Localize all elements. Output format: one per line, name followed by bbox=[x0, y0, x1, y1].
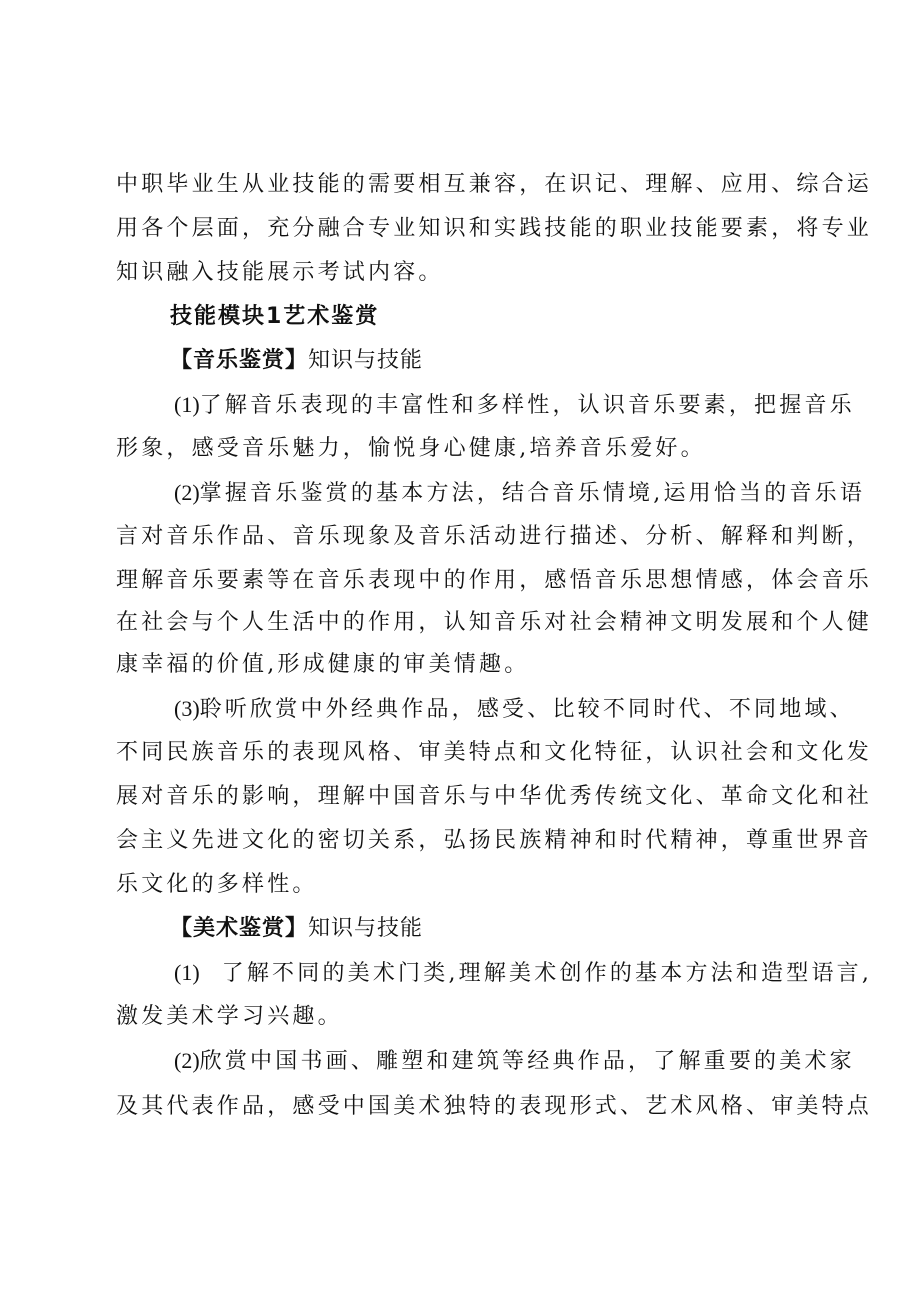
art-item-1-text: 了解不同的美术门类,理解美术创作的基本方法和造型语言, bbox=[221, 961, 873, 986]
music-item-2-line-2: 言对音乐作品、音乐现象及音乐活动进行描述、分析、解释和判断， bbox=[116, 524, 873, 549]
intro-line-3: 知识融入技能展示考试内容。 bbox=[116, 260, 444, 285]
music-item-3-text: 聆听欣赏中外经典作品，感受、比较不同时代、不同地域、 bbox=[199, 697, 855, 722]
music-item-3-line-1 bbox=[174, 694, 855, 725]
music-item-2-line-1 bbox=[174, 478, 865, 509]
art-item-2-number: (2) bbox=[174, 1048, 200, 1073]
art-section-heading bbox=[170, 914, 423, 944]
art-section-title: 【美术鉴赏】 bbox=[170, 916, 309, 941]
music-section-suffix: 知识与技能 bbox=[308, 348, 424, 373]
intro-line-1: 中职毕业生从业技能的需要相互兼容，在识记、理解、应用、综合运 bbox=[116, 172, 873, 197]
art-item-1-line-1 bbox=[174, 958, 872, 989]
music-item-2-text: 掌握音乐鉴赏的基本方法，结合音乐情境,运用恰当的音乐语 bbox=[199, 481, 866, 506]
intro-line-2: 用各个层面，充分融合专业知识和实践技能的职业技能要素，将专业 bbox=[116, 216, 873, 241]
music-item-1-text: 了解音乐表现的丰富性和多样性，认识音乐要素，把握音乐 bbox=[199, 393, 855, 418]
music-item-2-number: (2) bbox=[174, 480, 200, 505]
music-item-3-number: (3) bbox=[174, 696, 200, 721]
music-item-2-line-4: 在社会与个人生活中的作用，认知音乐对社会精神文明发展和个人健 bbox=[116, 610, 873, 635]
art-section-suffix: 知识与技能 bbox=[308, 916, 424, 941]
music-item-3-line-2: 不同民族音乐的表现风格、审美特点和文化特征，认识社会和文化发 bbox=[116, 740, 873, 765]
music-item-1-line-2: 形象，感受音乐魅力，愉悦身心健康,培养音乐爱好。 bbox=[116, 436, 706, 461]
art-item-2-line-2: 及其代表作品，感受中国美术独特的表现形式、艺术风格、审美特点 bbox=[116, 1094, 873, 1119]
music-item-3-line-3: 展对音乐的影响，理解中国音乐与中华优秀传统文化、革命文化和社 bbox=[116, 784, 873, 809]
art-item-1-number: (1) bbox=[174, 960, 200, 985]
art-item-1-line-2: 激发美术学习兴趣。 bbox=[116, 1004, 343, 1029]
music-item-3-line-5: 乐文化的多样性。 bbox=[116, 872, 318, 897]
music-item-2-line-5: 康幸福的价值,形成健康的审美情趣。 bbox=[116, 652, 530, 677]
music-section-title: 【音乐鉴赏】 bbox=[170, 348, 309, 373]
music-item-1-line-1 bbox=[174, 390, 855, 421]
art-item-2-text: 欣赏中国书画、雕塑和建筑等经典作品，了解重要的美术家 bbox=[199, 1049, 855, 1074]
module-heading: 技能模块1艺术鉴赏 bbox=[170, 304, 380, 329]
music-item-1-number: (1) bbox=[174, 392, 200, 417]
music-section-heading bbox=[170, 346, 423, 376]
art-item-2-line-1 bbox=[174, 1046, 855, 1077]
music-item-2-line-3: 理解音乐要素等在音乐表现中的作用，感悟音乐思想情感，体会音乐 bbox=[116, 568, 873, 593]
music-item-3-line-4: 会主义先进文化的密切关系，弘扬民族精神和时代精神，尊重世界音 bbox=[116, 828, 873, 853]
